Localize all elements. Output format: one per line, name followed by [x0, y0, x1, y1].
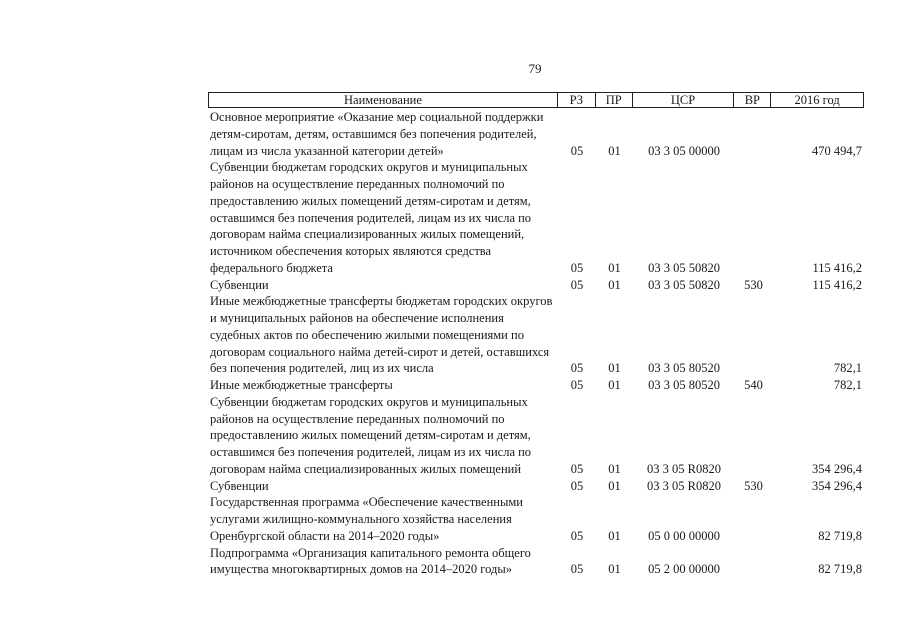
table-row [208, 377, 864, 394]
row-vr: 540 [744, 378, 763, 392]
row-amount: 782,1 [833, 361, 862, 376]
row-rz: 05 [570, 260, 584, 275]
row-rz: 05 [570, 143, 584, 158]
row-amount: 354 296,4 [812, 478, 862, 493]
row-name: Субвенции [210, 478, 269, 493]
table-row [208, 494, 864, 544]
row-rz: 05 [570, 378, 584, 392]
table-header [208, 92, 864, 108]
table-row [208, 293, 864, 377]
table-row [208, 394, 864, 478]
row-pr: 01 [608, 260, 621, 275]
row-vr: 530 [744, 277, 763, 292]
row-csr: 03 3 05 R0820 [647, 461, 721, 476]
row-csr: 03 3 05 50820 [648, 277, 720, 292]
row-name: Субвенции бюджетам городских округов и муниципальных районов на осуществление переданных полномочий по предоставлению жилых помещений детям-сиротам и детям, оставшимся без попечения родителей, лицам из их числа по договорам найма специализированных жилых помещений [210, 394, 532, 476]
header-rz: РЗ [558, 93, 596, 107]
header-vr: ВР [734, 93, 771, 107]
row-csr: 05 2 00 00000 [648, 562, 720, 577]
row-rz: 05 [570, 528, 584, 543]
row-amount: 470 494,7 [812, 143, 862, 158]
row-name: Иные межбюджетные трансферты бюджетам городских округов и муниципальных районов на обеспечение исполнения судебных актов по обеспечению жилыми помещениями по договорам социального найма детей-сирот и детей, оставшихся без попечения родителей, лиц из их числа [210, 294, 553, 376]
row-pr: 01 [608, 277, 621, 292]
table-row [208, 478, 864, 495]
row-pr: 01 [608, 461, 621, 476]
row-name: Субвенции бюджетам городских округов и муниципальных районов на осуществление переданных полномочий по предоставлению жилых помещений детям-сиротам и детям, оставшимся без попечения родителей, лицам из их числа по договорам найма специализированных жилых помещений, источником обеспечения которых являются средства федерального бюджета [210, 160, 532, 275]
row-vr: 530 [744, 478, 763, 493]
row-name: Иные межбюджетные трансферты [210, 378, 393, 392]
row-name: Основное мероприятие «Оказание мер социальной поддержки детям-сиротам, детям, оставшимся без попечения родителей, лицам из числа указанной категории детей» [210, 110, 544, 158]
row-amount: 782,1 [833, 378, 862, 392]
row-amount: 115 416,2 [812, 277, 862, 292]
row-csr: 03 3 05 R0820 [647, 478, 721, 493]
row-csr: 03 3 05 80520 [648, 361, 720, 376]
table-row [208, 277, 864, 294]
row-amount: 82 719,8 [818, 562, 862, 577]
table-row [208, 545, 864, 579]
row-amount: 354 296,4 [812, 461, 862, 476]
row-rz: 05 [570, 478, 584, 493]
row-csr: 03 3 05 50820 [648, 260, 720, 275]
table-row [208, 109, 864, 159]
row-csr: 05 0 00 00000 [648, 528, 720, 543]
budget-table [208, 92, 864, 578]
header-name: Наименование [209, 93, 558, 107]
row-pr: 01 [608, 378, 621, 392]
row-csr: 03 3 05 80520 [648, 378, 720, 392]
row-rz: 05 [570, 277, 584, 292]
header-year: 2016 год [794, 93, 840, 107]
row-amount: 82 719,8 [818, 528, 862, 543]
row-pr: 01 [608, 478, 621, 493]
row-pr: 01 [608, 528, 621, 543]
row-rz: 05 [570, 562, 584, 577]
row-rz: 05 [570, 361, 584, 376]
row-pr: 01 [608, 143, 621, 158]
row-rz: 05 [570, 461, 584, 476]
page-number: 79 [528, 61, 542, 76]
header-csr: ЦСР [633, 93, 735, 107]
row-name: Подпрограмма «Организация капитального ремонта общего имущества многоквартирных домов на 2014–2020 годы» [210, 545, 531, 577]
table-row [208, 159, 864, 276]
row-amount: 115 416,2 [812, 260, 862, 275]
row-csr: 03 3 05 00000 [648, 143, 720, 158]
header-pr: ПР [596, 93, 633, 107]
row-pr: 01 [608, 562, 621, 577]
row-name: Субвенции [210, 277, 269, 292]
row-name: Государственная программа «Обеспечение качественными услугами жилищно-коммунального хозяйства населения Оренбургской области на 2014–2020 годы» [210, 495, 523, 543]
table-body [208, 109, 864, 578]
row-pr: 01 [608, 361, 621, 376]
